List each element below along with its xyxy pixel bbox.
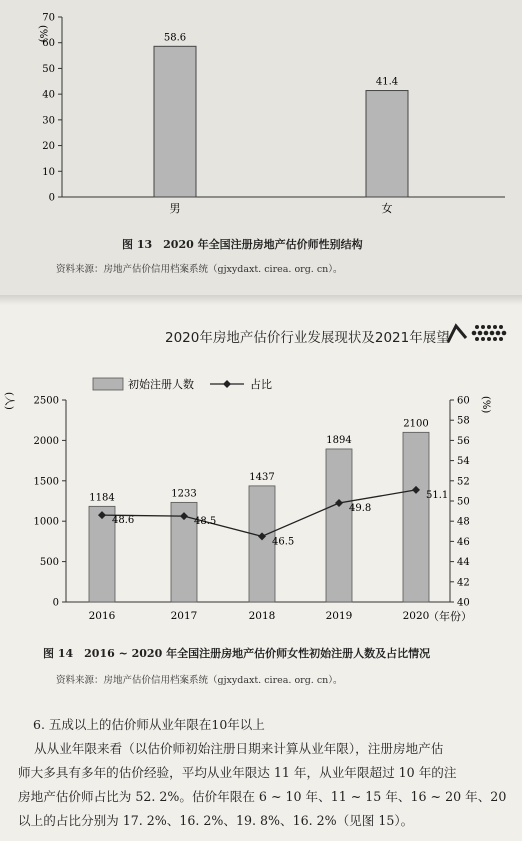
y-tick-label: 60 (42, 38, 55, 50)
y-tick-label: 20 (42, 141, 55, 153)
left-tick-label: 2000 (33, 435, 59, 447)
body-line: 师大多具有多年的估价经验，平均从业年限达 11 年，从业年限超过 10 年的注 (18, 765, 457, 780)
figure-13-source: 资料来源：房地产估价信用档案系统（gjxydaxt. cirea. org. cn）。 (56, 264, 343, 275)
legend-line-marker (223, 380, 231, 388)
bar-value-label: 1894 (326, 434, 352, 446)
left-tick-label: 500 (39, 557, 59, 569)
left-tick-label: 1500 (33, 476, 59, 488)
bar (403, 432, 429, 602)
body-paragraph (18, 737, 518, 833)
left-axis-unit: (人) (3, 392, 14, 410)
right-tick-label: 56 (457, 435, 470, 447)
y-axis-unit: (%) (37, 25, 48, 43)
bar (154, 46, 196, 197)
y-tick-label: 50 (42, 63, 55, 75)
x-tick-label: 2017 (170, 610, 198, 622)
right-tick-label: 48 (457, 516, 470, 528)
x-tick-label: 女 (381, 202, 393, 215)
bar-value-label: 58.6 (163, 32, 187, 44)
legend-line-label: 占比 (250, 378, 272, 391)
bar-value-label: 1233 (171, 488, 197, 500)
x-tick-label: 2016 (88, 610, 116, 622)
legend-bar-swatch (93, 378, 123, 390)
right-tick-label: 46 (457, 536, 470, 548)
body-line: 以上的占比分别为 17. 2%、16. 2%、19. 8%、16. 2%（见图 15）。 (18, 813, 414, 828)
y-tick-label: 40 (42, 89, 55, 101)
bar-value-label: 1437 (249, 471, 275, 483)
x-tick-label: 2019 (325, 610, 353, 622)
line-value-label: 49.8 (349, 503, 372, 515)
x-tick-label: 男 (169, 202, 181, 215)
right-tick-label: 54 (457, 456, 470, 468)
figure-13-chart (0, 0, 522, 230)
right-tick-label: 42 (457, 577, 470, 589)
left-tick-label: 2500 (33, 395, 59, 407)
x-tick-label: 2020 (402, 610, 430, 622)
y-tick-label: 10 (42, 166, 55, 178)
x-axis-unit: （年份） (428, 610, 472, 623)
chapter-arrow-icon (446, 322, 512, 344)
bar-value-label: 1184 (89, 492, 115, 504)
section-heading: 6. 五成以上的估价师从业年限在10年以上 (33, 717, 265, 732)
right-tick-label: 58 (457, 415, 470, 427)
line-value-label: 48.6 (112, 515, 135, 527)
y-tick-label: 70 (42, 12, 55, 24)
y-tick-label: 30 (42, 115, 55, 127)
left-tick-label: 0 (52, 597, 59, 609)
right-axis-unit: (%) (480, 396, 491, 414)
body-line: 房地产估价师占比为 52. 2%。估价年限在 6 ~ 10 年、11 ~ 15 年、16 ~ 20 年、20 (18, 789, 507, 804)
page-shadow (0, 295, 522, 305)
line-value-label: 48.5 (194, 516, 217, 528)
y-tick-label: 0 (48, 192, 55, 204)
right-tick-label: 52 (457, 476, 470, 488)
body-line: 从从业年限来看（以估价师初始注册日期来计算从业年限），注册房地产估 (34, 741, 444, 756)
bar (366, 91, 408, 197)
bar-value-label: 2100 (403, 418, 429, 430)
right-tick-label: 60 (457, 395, 470, 407)
figure-14-chart (0, 370, 522, 632)
line-value-label: 51.1 (426, 489, 449, 501)
figure-14-source: 资料来源：房地产估价信用档案系统（gjxydaxt. cirea. org. cn）。 (56, 675, 343, 686)
line-value-label: 46.5 (272, 536, 295, 548)
bar (326, 449, 352, 602)
right-tick-label: 44 (457, 557, 470, 569)
running-head: 2020年房地产估价行业发展现状及2021年展望 (165, 330, 450, 346)
figure-13-caption: 图 13 2020 年全国注册房地产估价师性别结构 (122, 238, 363, 251)
x-tick-label: 2018 (248, 610, 276, 622)
left-tick-label: 1000 (33, 516, 59, 528)
legend-bar-label: 初始注册人数 (128, 378, 194, 391)
right-tick-label: 40 (457, 597, 470, 609)
bar-value-label: 41.4 (375, 76, 399, 88)
figure-14-caption: 图 14 2016 ~ 2020 年全国注册房地产估价师女性初始注册人数及占比情况 (43, 647, 431, 660)
right-tick-label: 50 (457, 496, 470, 508)
